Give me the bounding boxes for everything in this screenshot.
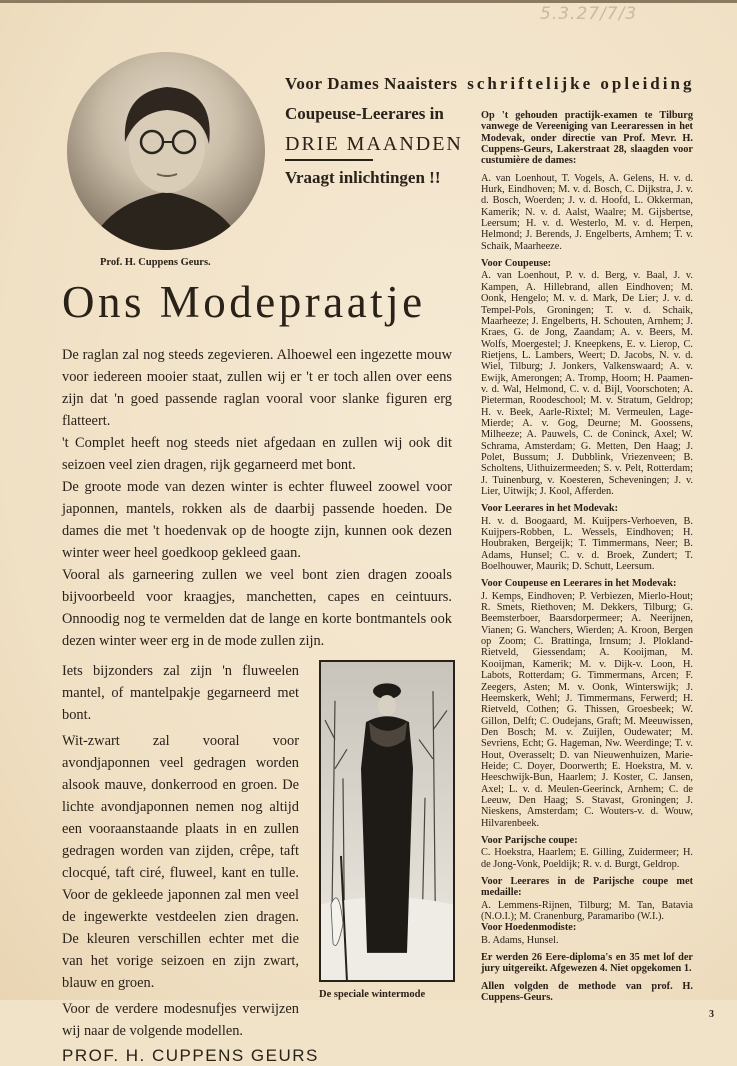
section-names: B. Adams, Hunsel. [481, 934, 559, 946]
illustration-block [319, 660, 455, 1001]
article-title: Ons Modepraatje [62, 277, 426, 327]
handwritten-annotation: 5.3.27/7/3 [540, 4, 638, 24]
section-heading: Voor Parijsche coupe: [481, 834, 578, 846]
results-closing: Allen volgden de methode van prof. H. Cuppens-Geurs. [481, 980, 693, 1004]
fashion-illustration [319, 660, 455, 982]
advertisement [285, 104, 470, 188]
section-names: A. Lemmens-Rijnen, Tilburg; M. Tan, Batavia (N.O.I.); M. Cranenburg, Paramaribo (W.I.). [481, 899, 693, 923]
section-names: A. van Loenhout, P. v. d. Berg, v. Baal, J. v. Kampen, A. Hillebrand, allen Eindhoven; M. Oonk, Hengelo; M. v. d. Mark, De Lier; J. v. d. Tempel-Pols, Groningen; T. v. d. Schaik, Maarheeze; J. Engelberts, H. Schouten, Arnhem; J. Kraes, G. de Jong, Zaandam; A. v. Beers, M. Wolfs, Moergestel; J. Kneepkens, E. v. Lierop, C. Rietjens, L. Lambers, Weert; D. Jacobs, N. v. d. Wiel, Tilburg; J. Jonkers, Valkenswaard; A. v. Ewijk, Amerongen; A. Tromp, Hoorn; H. Paamen-v. d. Wal, Helmond, C. v. d. Bijl, Voorschoten; A. Pieterman, Roodeschool; M. v. Stratum, Geldrop; H. v. Beek, Aarle-Rixtel; M. Vermeulen, Lage-Mierde; A. v. Gog, Deurne; M. Goossens, Milheeze; A. Pauwels, C. de Coninck, Axel; W. Schrama, Amsterdam; G. Metten, Den Haag; J. Polet, Bussum; J. Dubblink, Vriezenveen; B. Scholtens, Uithuizermeeden; S. v. Pelt, Rotterdam; J. Tuinenburg, v. Koesteren, Scheveningen; J. v. Lier, Uitwijk; J. Kool, Afferden. [481, 270, 693, 497]
ad-headline-part1: Voor Dames Naaisters [285, 74, 458, 93]
article-paragraph: 't Complet heeft nog steeds niet afgedaan en zullen wij ook dit seizoen veel zien dragen, rijk gegarneerd met bont. [62, 435, 452, 473]
exam-results-column [481, 110, 714, 1021]
ad-line-coupeuse: Coupeuse-Leerares in [285, 104, 444, 123]
section-heading: Voor Hoedenmodiste: [481, 922, 577, 934]
section-heading: Voor Coupeuse en Leerares in het Modevak: [481, 578, 677, 590]
ad-headline-part2: schriftelijke opleiding [467, 74, 695, 93]
portrait-icon [67, 52, 265, 250]
section-names: C. Hoekstra, Haarlem; E. Gilling, Zuidermeer; H. de Jong-Vonk, Poeldijk; R. v. d. Burgt, Geldrop. [481, 847, 693, 870]
ad-line-drie-maanden: DRIE MAANDEN [285, 133, 463, 155]
article-body-narrow [62, 660, 319, 1066]
section-heading: Voor Leerares in het Modevak: [481, 503, 619, 515]
woman-in-winter-coat-icon [321, 662, 453, 980]
page-number: 3 [709, 1009, 714, 1021]
article-paragraph: Iets bijzonders zal zijn 'n fluweelen mantel, of mantelpakje gegarneerd met bont. [62, 663, 299, 723]
scan-edge [0, 0, 737, 3]
section-heading: Voor Coupeuse: [481, 258, 552, 270]
article-lower-section [62, 660, 455, 1066]
article-paragraph: De raglan zal nog steeds zegevieren. Alhoewel een ingezette mouw voor iedereen mooier staat, zullen wij er 't er toch allen over eens zijn dat 'n goed passende raglan vooral voor slanke figuren erg flatteert. [62, 347, 452, 429]
article-paragraph: Vooral als garneering zullen we veel bont zien dragen zooals bijvoorbeeld voor kraagjes, manchetten, capes en ceintuurs. Onnoodig nog te vermelden dat de lange en korte bontmantels ook dezen winter weer erg in de mode zullen zijn. [62, 567, 452, 649]
results-summary: Er werden 26 Eere-diploma's en 35 met lof der jury uitgereikt. Afgewezen 4. Niet opgekomen 1. [481, 952, 693, 975]
article-paragraph: De groote mode van dezen winter is echter fluweel zoowel voor japonnen, mantels, rokken als de daarbij passende hoeden. De dames die met 't hoedenvak op de hoogte zijn, kunnen ook dezen winter weer heel goedkoop gekleed gaan. [62, 479, 452, 561]
article-paragraph: Wit-zwart zal vooral voor avondjaponnen veel gedragen worden alsook mauve, donkerrood en groen. De lichte avondjaponnen nemen nog altijd een vooraanstaande plaats in en zullen gedragen worden van zijden, crêpe, taft clocqué, taft ciré, fluweel, kant en tulle. Voor de gekleede japonnen zal men veel de ingewerkte vestdeelen zien dragen. De kleuren verschillen echter met die van het vorige seizoen en zijn zwart, blauw en groen. [62, 733, 299, 991]
portrait-caption: Prof. H. Cuppens Geurs. [100, 257, 211, 268]
section-names: H. v. d. Boogaard, M. Kuijpers-Verhoeven, B. Kuijpers-Robben, L. Wessels, Eindhoven; H. Houbraken, Bergeijk; T. Timmermans, Neer; B. Adams, Hunsel; C. v. d. Broek, Zundert; T. Boelhouwer, Maurik; D. Schutt, Leersum. [481, 515, 693, 573]
article-body [62, 344, 452, 652]
ad-headline [285, 74, 694, 94]
ad-divider [285, 159, 373, 161]
article [62, 276, 455, 1066]
section-heading: Voor Leerares in de Parijsche coupe met medaille: [481, 876, 693, 899]
results-intro: Op 't gehouden practijk-examen te Tilburg vanwege de Vereeniging van Leeraressen in het Modevak, onder directie van Prof. Mevr. H. Cuppens-Geurs, Lakerstraat 28, slaagden voor custumière de dames: [481, 110, 693, 167]
article-signature: PROF. H. CUPPENS GEURS [62, 1046, 319, 1065]
portrait-photo [67, 52, 265, 250]
section-names: J. Kemps, Eindhoven; P. Verbiezen, Mierlo-Hout; R. Smets, Riethoven; M. Dekkers, Tilburg; G. Beemsterboer, Baarsdorpermeer; A. Neerijnen, Vianen; G. Wanchers, Wierden; A. Kroon, Bergen op Zoom; C. Brattinga, Irnsum; J. Plokland-Rietveld, Giessendam; A. Kooijman, M. Kooijman, Kamerik; M. v. Dijk-v. Loon, H. Labots, Rotterdam; G. Timmermans, Arcen; F. Zeegers, Asten; M. v. Oonk, Winterswijk; J. Heemskerk, Wehl; J. Timmermans, Ferwerd; H. Rietveld, Cothen; G. Thissen, Groesbeek; W. Gillon, Delft; C. Oudejans, Graft; M. Meeuwissen, Den Bosch; M. v. Zuijlen, Oudewater; M. Sevriens, Echt; G. Hageman, Nw. Weerdinge; T. v. Hout, Overasselt; D. van Nieuwenhuizen, Marie-Heide; C. Doyer, Doorwerth; E. Hoekstra, M. v. Heeschwijk-Bun, Haarlem; J. Koster, C. Jansen, Axel; L. v. d. Meulen-Geerinck, Arnhem; C. de Leeuw, Den Haag; S. Stavast, Groningen; J. Nieskens, Amsterdam; C. Wouters-v. d. Wouw, Hilvarenbeek. [481, 590, 693, 829]
results-custumiere-list: A. van Loenhout, T. Vogels, A. Gelens, H. v. d. Hurk, Eindhoven; M. v. d. Bosch, C. Dijkstra, J. v. d. Bosch, Woerden; J. v. d. Hoofd, L. Okkerman, Kamerik; N. v. d. Aalst, Waalre; M. Gijsbertse, Leersum; H. v. d. Westerlo, M. v. d. Herpen, Helmond; J. Berends, J. Engelberts, Arnhem; T. v. Schaik, Maarheeze. [481, 172, 693, 252]
illustration-caption: De speciale wintermode [319, 989, 426, 1000]
article-paragraph: Voor de verdere modesnufjes verwijzen wij naar de volgende modellen. [62, 1001, 299, 1039]
ad-line-inlichtingen: Vraagt inlichtingen !! [285, 168, 441, 187]
